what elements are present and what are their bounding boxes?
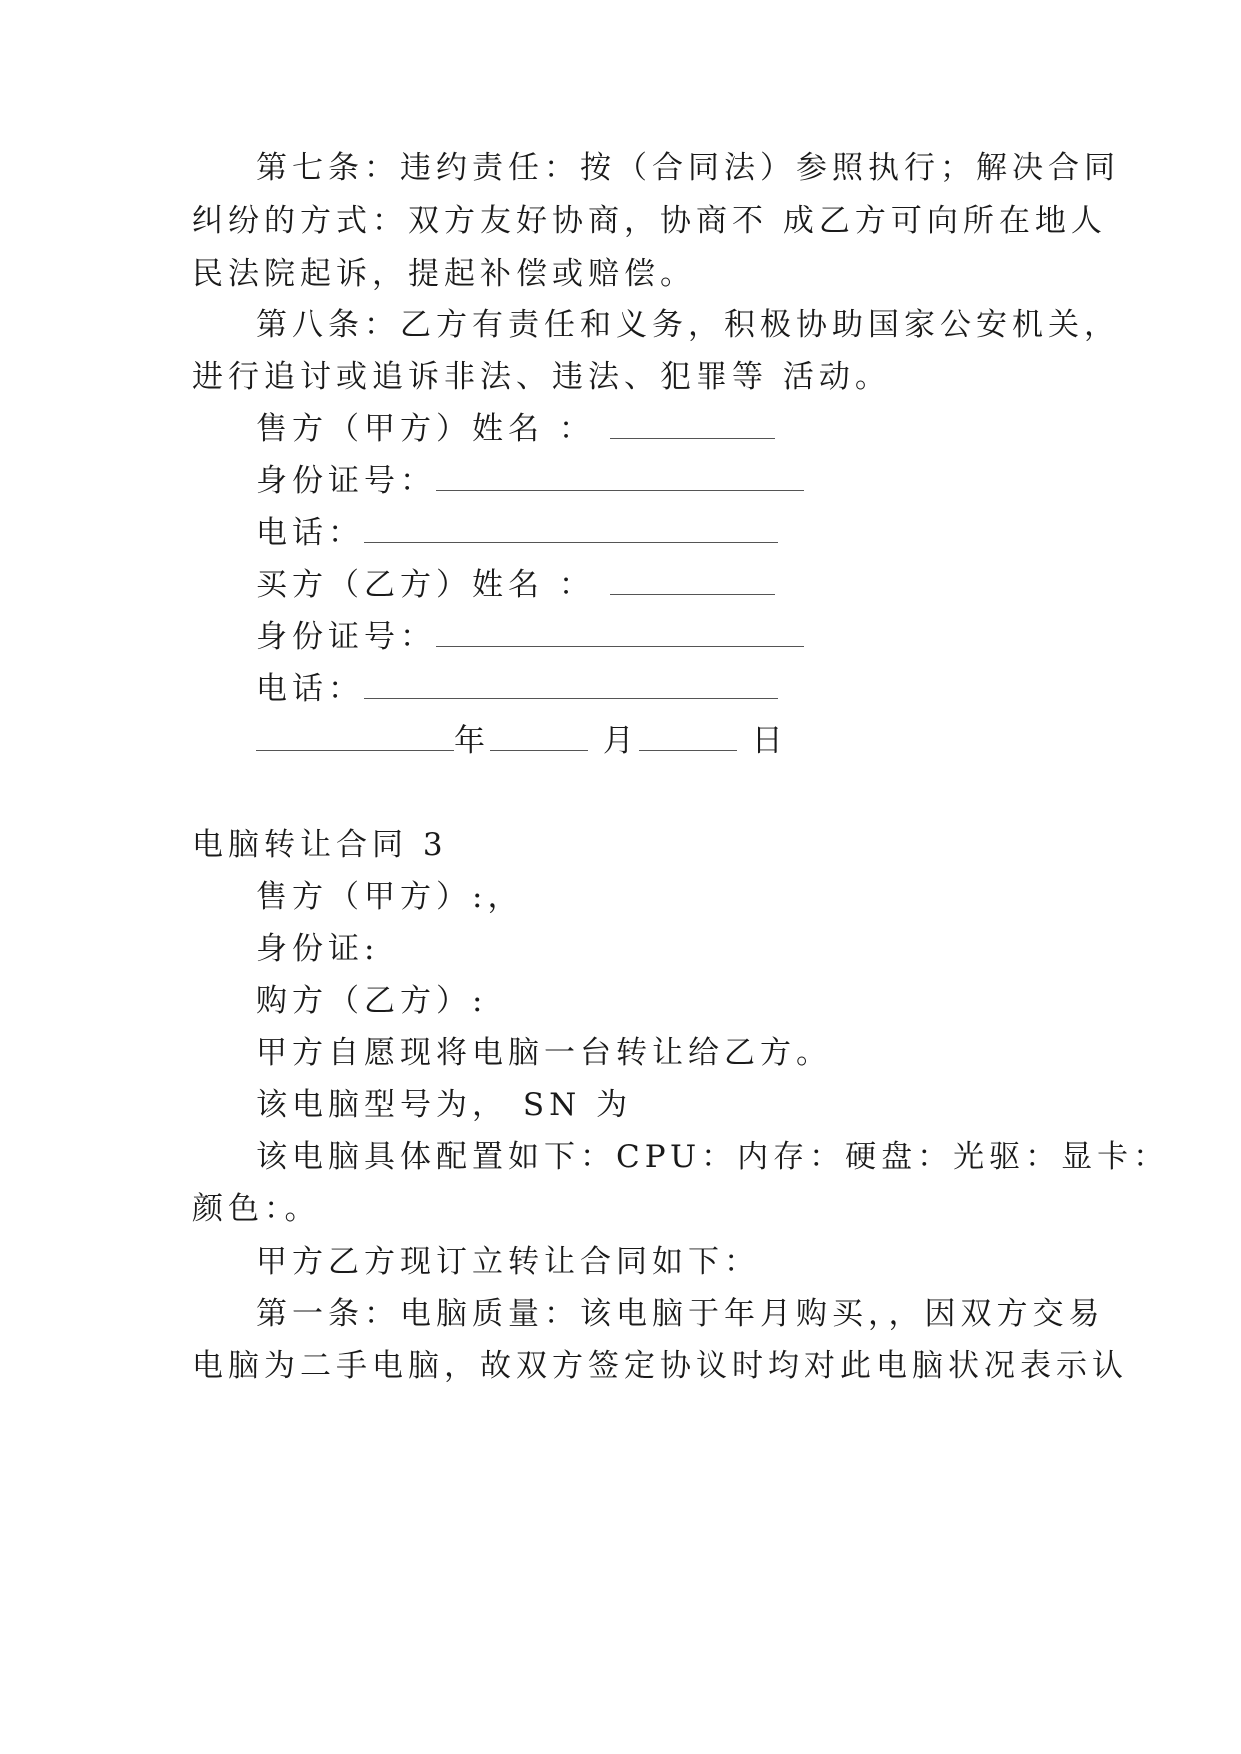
buyer-id-label: 身份证号： [256, 619, 436, 655]
year-blank [256, 724, 454, 751]
seller-name-blank [610, 412, 775, 439]
buyer-id-blank [436, 620, 804, 647]
intro-line: 甲方乙方现订立转让合同如下： [256, 1244, 760, 1280]
day-blank [639, 724, 737, 751]
article-8-line-1: 第八条：乙方有责任和义务，积极协助国家公安机关， [256, 307, 1120, 343]
month-blank [490, 724, 588, 751]
contract-3-title: 电脑转让合同 3 [192, 827, 448, 863]
transfer-line: 甲方自愿现将电脑一台转让给乙方。 [256, 1035, 832, 1071]
buyer-name-label: 买方（乙方）姓名 ： [256, 567, 595, 603]
buyer-phone-label: 电话： [256, 671, 364, 707]
buyer-name-row [256, 565, 775, 605]
article-7-line-3: 民法院起诉，提起补偿或赔偿。 [192, 256, 696, 292]
month-label: 月 [588, 723, 639, 759]
config-line-2: 颜色：。 [192, 1191, 321, 1227]
article-1-line-1: 第一条：电脑质量：该电脑于年月购买，，因双方交易 [256, 1296, 1105, 1332]
date-row [256, 721, 788, 761]
year-label: 年 [454, 723, 490, 759]
seller-phone-blank [364, 516, 778, 543]
article-7-line-2: 纠纷的方式：双方友好协商，协商不 成乙方可向所在地人 [192, 203, 1107, 239]
seller-name-row [256, 409, 775, 449]
seller-phone-row [256, 513, 778, 553]
buyer-id-row [256, 617, 804, 657]
seller-id-blank [436, 464, 804, 491]
day-label: 日 [736, 723, 788, 759]
buyer-name-blank [610, 568, 775, 595]
id-line: 身份证: [256, 931, 380, 967]
seller-phone-label: 电话： [256, 515, 364, 551]
buyer-phone-row [256, 669, 778, 709]
seller-line: 售方（甲方）:， [256, 879, 524, 915]
article-7-line-1: 第七条：违约责任：按（合同法）参照执行；解决合同 [256, 150, 1120, 186]
buyer-phone-blank [364, 672, 778, 699]
buyer-line: 购方（乙方）: [256, 983, 488, 1019]
seller-id-row [256, 461, 804, 501]
seller-name-label: 售方（甲方）姓名 ： [256, 411, 595, 447]
seller-id-label: 身份证号： [256, 463, 436, 499]
article-8-line-2: 进行追讨或追诉非法、违法、犯罪等 活动。 [192, 359, 891, 395]
article-1-line-2: 电脑为二手电脑，故双方签定协议时均对此电脑状况表示认 [192, 1348, 1128, 1384]
config-line-1: 该电脑具体配置如下：CPU：内存：硬盘：光驱：显卡： [256, 1139, 1170, 1175]
model-line: 该电脑型号为， SN 为 [256, 1087, 633, 1123]
